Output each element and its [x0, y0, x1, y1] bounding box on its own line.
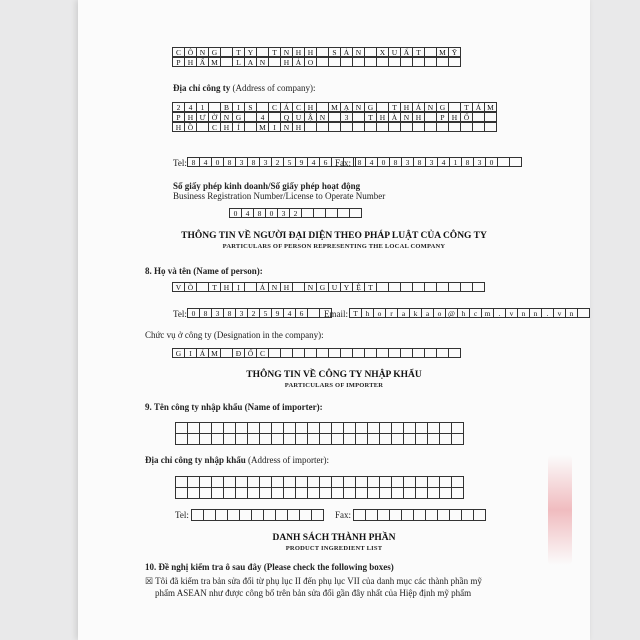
char-box: T — [364, 112, 377, 122]
char-box: 3 — [235, 157, 248, 167]
char-box: H — [292, 122, 305, 132]
char-box: O — [304, 57, 317, 67]
char-box: C — [268, 102, 281, 112]
char-box: M — [484, 102, 497, 112]
char-box: T — [412, 47, 425, 57]
char-box: v — [553, 308, 566, 318]
char-box: H — [280, 282, 293, 292]
char-box: m — [481, 308, 494, 318]
char-box: Ố — [460, 112, 473, 122]
company-address-line3 — [173, 122, 497, 132]
representative-heading: THÔNG TIN VỀ NGƯỜI ĐẠI DIỆN THEO PHÁP LUẬT CỦA CÔNG TY — [181, 231, 487, 241]
char-box: 4 — [437, 157, 450, 167]
char-box: r — [385, 308, 398, 318]
char-box — [448, 348, 461, 358]
char-box: U — [292, 112, 305, 122]
importer-fax-field — [354, 509, 486, 521]
char-box: n — [565, 308, 578, 318]
char-box: 4 — [283, 308, 296, 318]
char-box: Y — [340, 282, 353, 292]
char-box: 2 — [271, 157, 284, 167]
representative-tel-label: Tel: — [173, 309, 187, 319]
designation-label: Chức vụ ở công ty (Designation in the company): — [145, 330, 324, 340]
char-box: Ờ — [208, 112, 221, 122]
char-box: C — [208, 122, 221, 132]
char-box: 0 — [211, 157, 224, 167]
char-box: N — [400, 112, 413, 122]
char-box: N — [304, 282, 317, 292]
statement-line1: Tôi đã kiểm tra bản sửa đổi từ phụ lục II đến phụ lục VII của danh mục các thành phần mỹ — [155, 576, 482, 586]
importer-address-row2 — [176, 487, 464, 499]
char-box: N — [316, 112, 329, 122]
char-box: G — [232, 112, 245, 122]
char-box: . — [493, 308, 506, 318]
representative-email-field — [350, 308, 590, 318]
char-box: B — [220, 102, 233, 112]
char-box: T — [460, 102, 473, 112]
char-box: 4 — [199, 157, 212, 167]
char-box: 0 — [265, 208, 278, 218]
char-box: N — [352, 102, 365, 112]
char-box: 3 — [425, 157, 438, 167]
license-label-en: Business Registration Number/License to Operate Number — [173, 191, 386, 201]
char-box — [448, 57, 461, 67]
representative-email-label: Email: — [324, 309, 348, 319]
char-box: H — [448, 112, 461, 122]
char-box: Y — [244, 47, 257, 57]
company-name-line2 — [173, 57, 461, 67]
char-box: A — [244, 57, 257, 67]
importer-tel-label: Tel: — [175, 510, 189, 520]
char-box: 0 — [187, 308, 200, 318]
char-box: N — [352, 47, 365, 57]
company-tel-label: Tel: — [173, 158, 187, 168]
statement-row — [145, 576, 482, 587]
char-box: S — [328, 47, 341, 57]
char-box: Đ — [232, 348, 245, 358]
char-box: Ồ — [184, 122, 197, 132]
char-box: . — [541, 308, 554, 318]
empty-char-box — [311, 509, 324, 521]
char-box: H — [184, 112, 197, 122]
char-box: Ô — [184, 47, 197, 57]
char-box: k — [409, 308, 422, 318]
company-fax-label: Fax: — [335, 158, 352, 168]
char-box: M — [256, 122, 269, 132]
char-box: U — [328, 282, 341, 292]
empty-char-box — [473, 509, 486, 521]
char-box: C — [292, 102, 305, 112]
char-box: T — [364, 282, 377, 292]
char-box: M — [208, 57, 221, 67]
representative-name-field — [173, 282, 485, 292]
company-address-line1 — [173, 102, 497, 112]
representative-subheading: PARTICULARS OF PERSON REPRESENTING THE LOCAL COMPANY — [222, 243, 446, 250]
char-box: 1 — [196, 102, 209, 112]
char-box: Ỹ — [448, 47, 461, 57]
representative-tel-field — [188, 308, 332, 318]
empty-char-box — [451, 487, 464, 499]
char-box: 8 — [223, 157, 236, 167]
char-box: G — [436, 102, 449, 112]
company-address-line2 — [173, 112, 497, 122]
char-box: 2 — [172, 102, 185, 112]
checked-box-icon[interactable]: ☒ — [145, 576, 154, 586]
char-box: H — [220, 122, 233, 132]
company-name-line1 — [173, 47, 461, 57]
char-box: 8 — [223, 308, 236, 318]
char-box: N — [280, 47, 293, 57]
char-box: n — [529, 308, 542, 318]
char-box: P — [172, 57, 185, 67]
char-box: 6 — [319, 157, 332, 167]
license-label-vi: Số giấy phép kinh doanh/Số giấy phép hoạt động — [173, 181, 361, 191]
char-box: 8 — [389, 157, 402, 167]
importer-subheading: PARTICULARS OF IMPORTER — [284, 382, 384, 389]
char-box: M — [208, 348, 221, 358]
char-box: 9 — [271, 308, 284, 318]
char-box: 2 — [247, 308, 260, 318]
char-box: Ệ — [352, 282, 365, 292]
char-box: @ — [445, 308, 458, 318]
char-box: T — [268, 47, 281, 57]
char-box: N — [256, 57, 269, 67]
char-box: T — [232, 47, 245, 57]
char-box: 3 — [340, 112, 353, 122]
representative-name-label: 8. Họ và tên (Name of person): — [145, 266, 263, 276]
importer-heading: THÔNG TIN VỀ CÔNG TY NHẬP KHẨU — [246, 370, 422, 380]
char-box: 3 — [277, 208, 290, 218]
char-box: C — [172, 47, 185, 57]
char-box: Á — [472, 102, 485, 112]
char-box: 4 — [307, 157, 320, 167]
char-box: À — [388, 112, 401, 122]
char-box: Ị — [232, 282, 245, 292]
char-box: 0 — [485, 157, 498, 167]
char-box: I — [268, 122, 281, 132]
company-tel-field — [188, 157, 356, 167]
char-box: n — [517, 308, 530, 318]
char-box: Ẩ — [196, 57, 209, 67]
char-box: I — [184, 348, 197, 358]
char-box: M — [436, 47, 449, 57]
importer-name-grid — [176, 422, 464, 445]
char-box — [349, 208, 362, 218]
char-box: 2 — [289, 208, 302, 218]
char-box: c — [469, 308, 482, 318]
char-box: 9 — [295, 157, 308, 167]
importer-name-label: 9. Tên công ty nhập khẩu (Name of importer): — [145, 402, 323, 412]
char-box: N — [220, 112, 233, 122]
char-box: Á — [412, 102, 425, 112]
importer-address-label: Địa chỉ công ty nhập khẩu (Address of importer): — [145, 455, 330, 465]
company-address-label: Địa chỉ công ty (Address of company): — [173, 83, 316, 93]
char-box: H — [172, 122, 185, 132]
char-box: Ậ — [304, 112, 317, 122]
char-box: Ư — [196, 112, 209, 122]
char-box: G — [364, 102, 377, 112]
statement-line2: phẩm ASEAN như được công bố trên bản sửa đổi gần đây nhất của Hiệp định mỹ phẩm — [155, 588, 472, 598]
char-box: L — [232, 57, 245, 67]
document-page — [78, 0, 590, 640]
char-box: a — [421, 308, 434, 318]
check-instruction: 10. Đề nghị kiểm tra ô sau đây (Please check the following boxes) — [145, 562, 394, 572]
char-box — [472, 282, 485, 292]
char-box: H — [220, 282, 233, 292]
char-box: 0 — [377, 157, 390, 167]
char-box: P — [436, 112, 449, 122]
char-box: Q — [280, 112, 293, 122]
char-box: G — [172, 348, 185, 358]
char-box: H — [412, 112, 425, 122]
char-box: G — [208, 47, 221, 57]
char-box: 5 — [283, 157, 296, 167]
designation-field — [173, 348, 461, 358]
char-box: Á — [280, 102, 293, 112]
ingredients-subheading: PRODUCT INGREDIENT LIST — [285, 545, 383, 552]
char-box: 3 — [211, 308, 224, 318]
char-box: N — [280, 122, 293, 132]
char-box: 4 — [365, 157, 378, 167]
char-box: V — [172, 282, 185, 292]
char-box: Õ — [184, 282, 197, 292]
char-box: Ả — [292, 57, 305, 67]
char-box: 5 — [259, 308, 272, 318]
char-box: 3 — [235, 308, 248, 318]
char-box: Ố — [244, 348, 257, 358]
char-box: Í — [232, 122, 245, 132]
char-box: 3 — [401, 157, 414, 167]
importer-fax-label: Fax: — [335, 510, 352, 520]
char-box: C — [256, 348, 269, 358]
char-box: Ạ — [340, 102, 353, 112]
char-box: Ấ — [400, 47, 413, 57]
char-box: 3 — [473, 157, 486, 167]
importer-tel-field — [192, 509, 324, 521]
char-box: H — [292, 47, 305, 57]
char-box: 1 — [449, 157, 462, 167]
char-box: U — [388, 47, 401, 57]
importer-address-grid — [176, 476, 464, 499]
license-number-field — [230, 208, 362, 218]
ingredients-heading: DANH SÁCH THÀNH PHẦN — [272, 533, 396, 543]
char-box: Ả — [340, 47, 353, 57]
char-box: 8 — [187, 157, 200, 167]
char-box: G — [316, 282, 329, 292]
char-box: H — [400, 102, 413, 112]
char-box: T — [349, 308, 362, 318]
char-box — [577, 308, 590, 318]
char-box: o — [433, 308, 446, 318]
char-box: 8 — [413, 157, 426, 167]
char-box: H — [376, 112, 389, 122]
char-box — [484, 122, 497, 132]
char-box: 6 — [295, 308, 308, 318]
char-box: 4 — [241, 208, 254, 218]
company-fax-field — [354, 157, 522, 167]
char-box: I — [232, 102, 245, 112]
char-box: 3 — [259, 157, 272, 167]
char-box: H — [280, 57, 293, 67]
char-box: Á — [196, 348, 209, 358]
char-box: M — [328, 102, 341, 112]
char-box: 8 — [353, 157, 366, 167]
char-box: T — [208, 282, 221, 292]
importer-name-row2 — [176, 433, 464, 445]
char-box — [484, 112, 497, 122]
char-box: o — [373, 308, 386, 318]
char-box: a — [397, 308, 410, 318]
char-box: h — [457, 308, 470, 318]
empty-char-box — [451, 433, 464, 445]
char-box: H — [184, 57, 197, 67]
char-box: T — [388, 102, 401, 112]
char-box: v — [505, 308, 518, 318]
char-box: H — [304, 47, 317, 57]
char-box: P — [172, 112, 185, 122]
char-box: N — [196, 47, 209, 57]
char-box: 8 — [461, 157, 474, 167]
char-box: X — [376, 47, 389, 57]
char-box: 8 — [247, 157, 260, 167]
char-box: N — [424, 102, 437, 112]
char-box — [509, 157, 522, 167]
char-box: 8 — [199, 308, 212, 318]
char-box: H — [304, 102, 317, 112]
char-box: S — [244, 102, 257, 112]
char-box: 8 — [253, 208, 266, 218]
char-box: N — [268, 282, 281, 292]
char-box: 4 — [256, 112, 269, 122]
char-box: 4 — [184, 102, 197, 112]
char-box: Á — [256, 282, 269, 292]
char-box: h — [361, 308, 374, 318]
char-box: 0 — [229, 208, 242, 218]
